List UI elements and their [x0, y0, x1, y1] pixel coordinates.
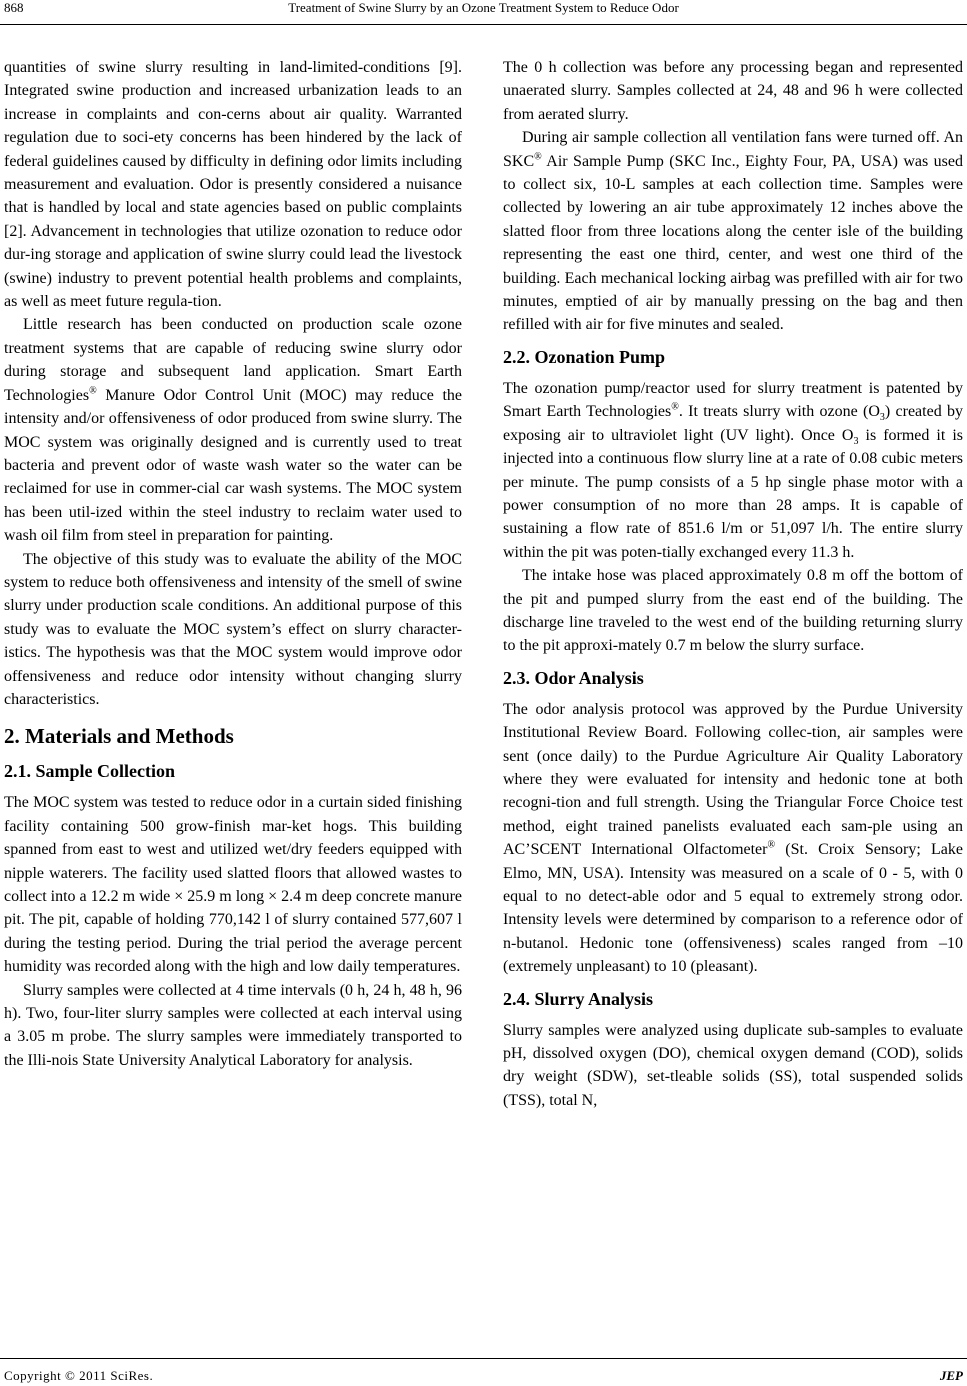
paragraph: Slurry samples were collected at 4 time intervals (0 h, 24 h, 48 h, 96 h). Two, four-liter slurry samples were collected at each interval using a 3.05 m probe. The slurry samples were immediately transported to the Illi-nois State University Analytical Laboratory for analysis. [4, 981, 462, 1069]
text-run: Air Sample Pump (SKC Inc., Eighty Four, PA, USA) was used to collect six, 10-L samples at each collection time. Samples were collected by lowering an air tube approximately 12 inches above the slatted floor from three locations along the center isle of the building representing the east one third, center, and west one third of the building. Each mechanical locking airbag was prefilled with air for two minutes, emptied of air by manually pressing on the bag and then refilled with air for five minutes and sealed. [503, 152, 963, 334]
subsection-heading: 2.3. Odor Analysis [503, 667, 644, 688]
text-run: Little research has been conducted on production scale ozone treatment systems that are capable of reducing swine slurry odor during storage and subsequent land application. Smart Earth Technologies [4, 316, 462, 404]
paragraph [503, 377, 963, 564]
subscript: 3 [853, 435, 859, 447]
subsection-heading: 2.4. Slurry Analysis [503, 988, 654, 1009]
paragraph: The intake hose was placed approximately 0.8 m off the bottom of the pit and pumped slurry from the east end of the building. The discharge line traveled to the west end of the building returning slurry to the pit approxi-mately 0.7 m below the slurry surface. [503, 567, 963, 655]
page-header [0, 0, 967, 30]
paragraph: The 0 h collection was before any processing began and represented unaerated slurry. Samples collected at 24, 48 and 96 h were collected from aerated slurry. [503, 59, 963, 123]
paragraph: The MOC system was tested to reduce odor in a curtain sided finishing facility containing 500 grow-finish mar-ket hogs. This building spanned from east to west and utilized wet/dry feeders equipped with nipple waterers. The facility used slatted floors that allowed wastes to collect into a 12.2 m wide × 25.9 m long × 2.4 m deep concrete manure pit. The pit, capable of holding 770,142 l of slurry contained 577,607 l during the testing period. During the trial period the average percent humidity was recorded along with the high and low daily temperatures. [4, 794, 462, 976]
page-number: 868 [4, 0, 24, 15]
subscript: 3 [879, 412, 885, 424]
text-run: Manure Odor Control Unit (MOC) may reduce the intensity and/or offensiveness of odor produced from swine slurry. The MOC system was originally designed and is currently used to treat bacteria and prevent odor of waste wash water so the water can be reclaimed for use in commer-cial car wash systems. The MOC system has been util-ized within the steel industry to reclaim water used to wash oil film from steel in preparation for painting. [4, 386, 462, 545]
text-run: The odor analysis protocol was approved by the Purdue University Institutional Review Board. Following collec-tion, air samples were sent (once daily) to the Purdue Agriculture Air Quality Laboratory where they were evaluated for intensity and hedonic tone at both recogni-tion and full strength. Using the Triangular Force Choice test method, eight trained panelists evaluated each sam-ple using an AC’SCENT International Olfactometer [503, 700, 963, 859]
text-run: The ozonation pump/reactor used for slurry treatment is patented by Smart Earth Technologies [503, 379, 963, 421]
registered-mark: ® [534, 151, 542, 163]
subsection-heading: 2.1. Sample Collection [4, 761, 175, 782]
left-column [4, 56, 462, 1072]
journal-abbreviation: JEP [939, 1368, 963, 1383]
right-column [503, 56, 963, 1112]
registered-mark: ® [89, 385, 97, 397]
text-run: During air sample collection all ventilation fans were turned off. An SKC [503, 129, 963, 170]
paragraph: Slurry samples were analyzed using duplicate sub-samples to evaluate pH, dissolved oxygen (DO), chemical oxygen demand (COD), solids dry weight (SDW), set-tleable solids (SS), total suspended solids (TSS), total N, [503, 1021, 963, 1109]
registered-mark: ® [767, 839, 776, 851]
paragraph: quantities of swine slurry resulting in land-limited-conditions [9]. Integrated swine production and increased urbanization leads to an increase in complaints and con-cerns about air quality. Warranted regulation due to soci-ety concerns has been hindered by the lack of federal guidelines caused by difficulty in defining odor limits including measurement and evaluation. Odor is presently considered a nuisance that is handled by local and state agencies based on public complaints [2]. Advancement in technologies that utilize ozonation to reduce odor dur-ing storage and application of swine slurry could lead the livestock (swine) industry to prevent potential health problems and complaints, as well as meet future regula-tion. [4, 59, 462, 311]
text-run: (St. Croix Sensory; Lake Elmo, MN, USA). Intensity was measured on a scale of 0 - 5, with 0 equal to no detect-able odor and 5 equal to extremely strong odor. Intensity levels were determined by comparison to a reference odor of n-butanol. Hedonic tone (offensiveness) scales ranged from –10 (extremely unpleasant) to 10 (pleasant). [503, 841, 963, 976]
paragraph [503, 126, 963, 337]
text-run: is formed it is injected into a continuous flow slurry line at a rate of 0.08 cubic meters per minute. The pump consists of a 5 hp single phase motor with a power consumption of no more than 28 amps. It is capable of sustaining a flow rate of 851.6 l/m or 51,097 l/h. The entire slurry within the pit was poten-tially exchanged every 11.3 h. [503, 426, 964, 561]
header-rule [0, 24, 967, 25]
footer-rule [0, 1358, 967, 1359]
text-run: . It treats slurry with ozone (O [678, 403, 880, 421]
page-footer [0, 1358, 967, 1386]
copyright-notice: Copyright © 2011 SciRes. [4, 1368, 154, 1383]
paragraph: The objective of this study was to evaluate the ability of the MOC system to reduce both offensiveness and intensity of the smell of swine slurry under production scale conditions. An additional purpose of this study was to evaluate the MOC system’s effect on slurry character-istics. The hypothesis was that the MOC system would improve odor offensiveness and reduce odor intensity without changing slurry characteristics. [4, 550, 462, 708]
paragraph [503, 698, 963, 979]
registered-mark: ® [671, 401, 679, 413]
text-run: ) created by exposing air to ultraviolet light (UV light). Once O [503, 403, 964, 444]
subsection-heading: 2.2. Ozonation Pump [503, 346, 666, 367]
running-title: Treatment of Swine Slurry by an Ozone Treatment System to Reduce Odor [288, 0, 679, 15]
paragraph [4, 313, 462, 547]
section-heading: 2. Materials and Methods [4, 724, 234, 749]
